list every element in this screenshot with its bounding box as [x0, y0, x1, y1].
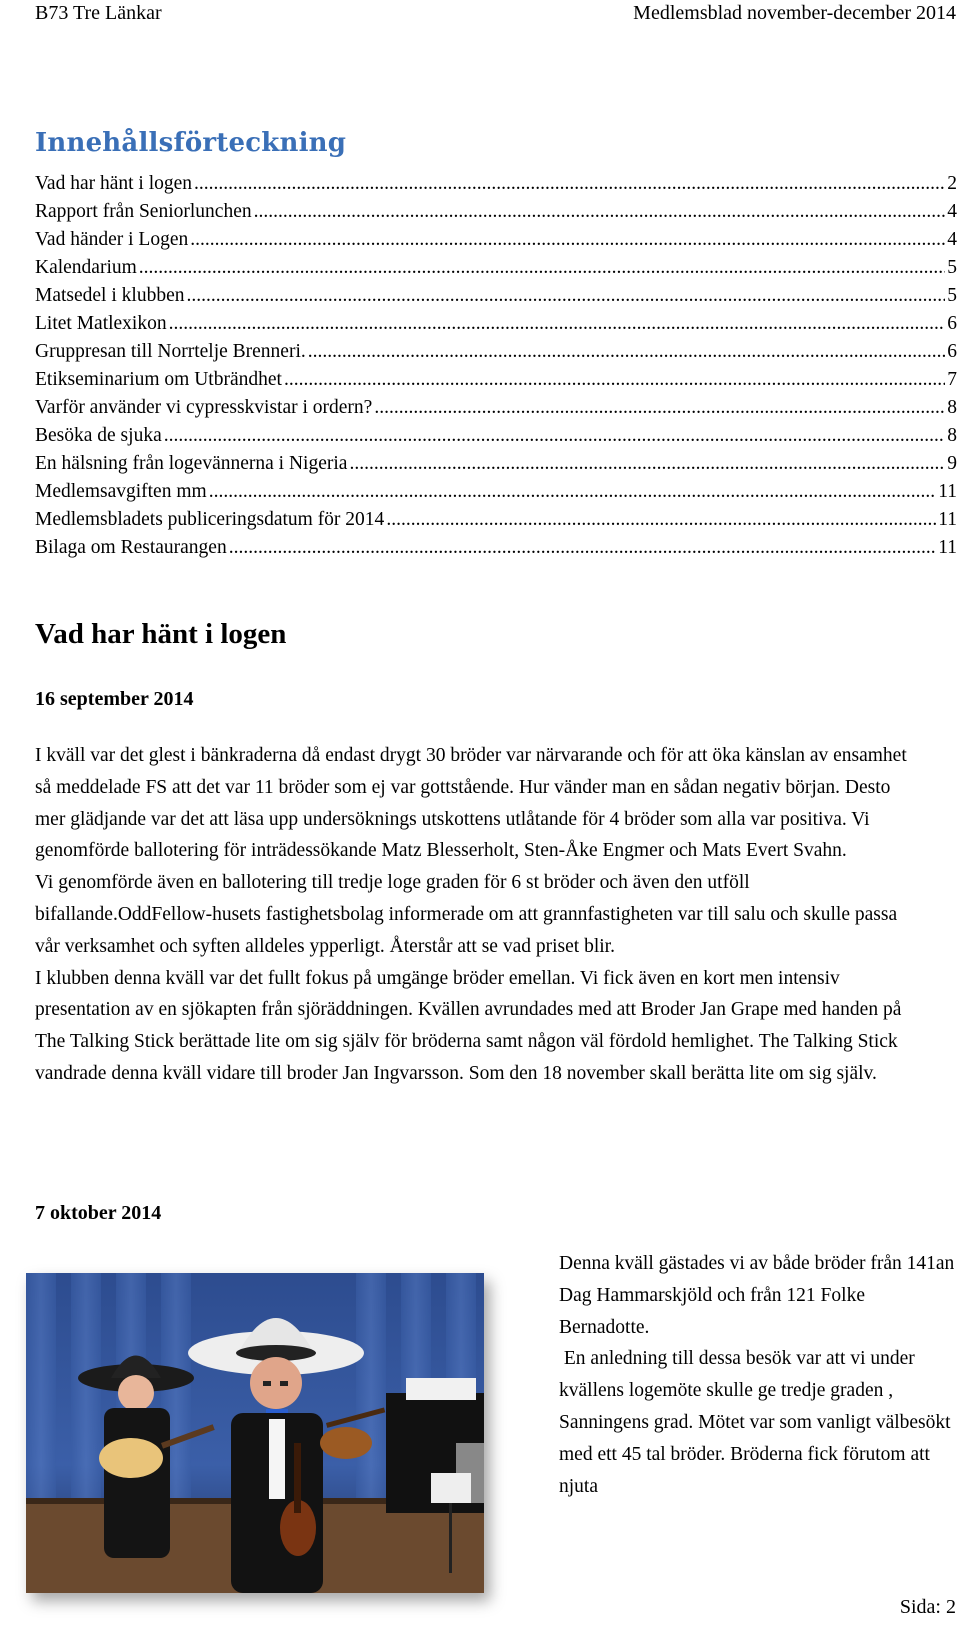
- photo-illustration: [26, 1273, 484, 1593]
- toc-leader-dots: [349, 450, 945, 478]
- toc-entry-title: Litet Matlexikon: [35, 313, 167, 334]
- toc-entry-title: Medlemsbladets publiceringsdatum för 2014: [35, 509, 385, 530]
- toc-entry-page: 5: [947, 257, 957, 278]
- toc-entry[interactable]: [35, 310, 957, 338]
- paragraph: Denna kväll gästades vi av både bröder från 141an Dag Hammarskjöld och från 121 Folke Bernadotte.: [559, 1253, 955, 1338]
- toc-entry[interactable]: [35, 478, 957, 506]
- toc-entry-page: 5: [947, 285, 957, 306]
- toc-entry-title: Varför använder vi cypresskvistar i ordern?: [35, 397, 373, 418]
- table-of-contents: [35, 170, 957, 562]
- toc-entry-page: 6: [947, 341, 957, 362]
- section-heading: Vad har hänt i logen: [35, 618, 287, 650]
- toc-entry[interactable]: [35, 450, 957, 478]
- toc-entry[interactable]: [35, 422, 957, 450]
- toc-entry-title: Etikseminarium om Utbrändhet: [35, 369, 282, 390]
- toc-entry-page: 11: [938, 481, 957, 502]
- toc-entry-title: Besöka de sjuka: [35, 425, 162, 446]
- date-heading-1: 16 september 2014: [35, 688, 194, 710]
- toc-leader-dots: [164, 422, 946, 450]
- toc-entry[interactable]: [35, 338, 957, 366]
- toc-entry-page: 8: [947, 397, 957, 418]
- toc-entry-title: En hälsning från logevännerna i Nigeria: [35, 453, 348, 474]
- toc-leader-dots: [254, 198, 946, 226]
- toc-entry-page: 6: [947, 313, 957, 334]
- toc-leader-dots: [284, 366, 945, 394]
- toc-entry-page: 4: [947, 229, 957, 250]
- header-left: B73 Tre Länkar: [35, 2, 162, 24]
- paragraph: I klubben denna kväll var det fullt fokus på umgänge bröder emellan. Vi fick även en kort men intensiv presentation av en sjökapten från sjöräddningen. Kvällen avrundades med att Broder Jan Grape med handen på The Talking Stick berättade lite om sig själv för bröderna samt någon väl fördold hemlighet. The Talking Stick vandrade denna kväll vidare till broder Jan Ingvarsson. Som den 18 november skall berätta lite om sig själv.: [35, 967, 902, 1084]
- paragraph: En anledning till dessa besök var att vi under kvällens logemöte skulle ge tredje graden , Sanningens grad. Mötet var som vanligt välbesökt med ett 45 tal bröder. Bröderna fick förutom att njuta: [559, 1348, 956, 1497]
- toc-leader-dots: [169, 310, 946, 338]
- toc-entry[interactable]: [35, 226, 957, 254]
- toc-entry-page: 9: [947, 453, 957, 474]
- header-right: Medlemsblad november-december 2014: [633, 2, 956, 24]
- paragraph: I kväll var det glest i bänkraderna då endast drygt 30 bröder var närvarande och för att öka känslan av ensamhet så meddelade FS att det var 11 bröder som ej var gottstående. Hur vänder man en sådan negativ början. Desto mer glädjande var det att läsa upp undersöknings utskottens utlåtande för 4 bröder som alla var positiva. Vi genomförde ballotering för inträdessökande Matz Blesserholt, Sten-Åke Engmer och Mats Evert Svahn.: [35, 745, 907, 862]
- toc-entry-title: Medlemsavgiften mm: [35, 481, 207, 502]
- toc-entry-title: Kalendarium: [35, 257, 137, 278]
- toc-entry-title: Gruppresan till Norrtelje Brenneri.: [35, 341, 306, 362]
- toc-entry[interactable]: [35, 394, 957, 422]
- toc-entry[interactable]: [35, 506, 957, 534]
- toc-leader-dots: [186, 282, 945, 310]
- toc-leader-dots: [374, 394, 945, 422]
- toc-entry-page: 8: [947, 425, 957, 446]
- toc-entry[interactable]: [35, 366, 957, 394]
- toc-entry-title: Matsedel i klubben: [35, 285, 185, 306]
- toc-leader-dots: [229, 534, 937, 562]
- toc-entry[interactable]: [35, 170, 957, 198]
- toc-leader-dots: [139, 254, 945, 282]
- musicians-photo: [26, 1273, 484, 1593]
- toc-entry-page: 7: [947, 369, 957, 390]
- toc-title: Innehållsförteckning: [35, 128, 347, 158]
- toc-entry-title: Rapport från Seniorlunchen: [35, 201, 252, 222]
- toc-entry[interactable]: [35, 534, 957, 562]
- section-body-1: [35, 740, 925, 1090]
- section-body-2: [559, 1248, 959, 1502]
- page-number: Sida: 2: [899, 1596, 956, 1618]
- toc-entry-page: 4: [947, 201, 957, 222]
- toc-leader-dots: [209, 478, 937, 506]
- toc-entry-page: 11: [938, 537, 957, 558]
- toc-entry[interactable]: [35, 282, 957, 310]
- toc-entry-title: Vad händer i Logen: [35, 229, 189, 250]
- toc-leader-dots: [386, 506, 936, 534]
- toc-entry[interactable]: [35, 198, 957, 226]
- toc-entry-title: Bilaga om Restaurangen: [35, 537, 227, 558]
- toc-entry-page: 11: [938, 509, 957, 530]
- paragraph: Vi genomförde även en ballotering till tredje loge graden för 6 st bröder och även den utföll bifallande.OddFellow-husets fastighetsbolag informerade om att grannfastigheten var till salu och skulle passa vår verksamhet och syften alldeles ypperligt. Återstår att se vad priset blir.: [35, 872, 898, 957]
- toc-entry[interactable]: [35, 254, 957, 282]
- toc-leader-dots: [190, 226, 945, 254]
- toc-entry-title: Vad har hänt i logen: [35, 173, 193, 194]
- date-heading-2: 7 oktober 2014: [35, 1202, 162, 1224]
- toc-entry-page: 2: [947, 173, 957, 194]
- toc-leader-dots: [308, 338, 946, 366]
- toc-leader-dots: [194, 170, 945, 198]
